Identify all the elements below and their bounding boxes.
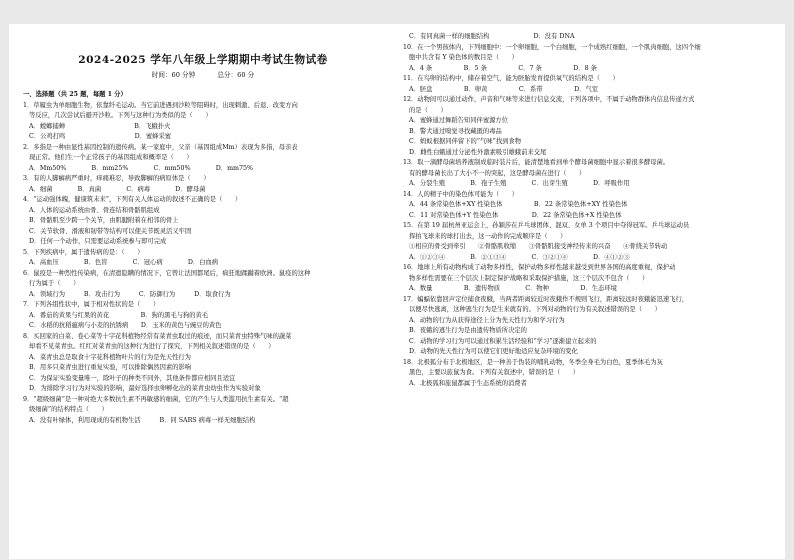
answer-options-line: B．警犬通过嗅觉寻找藏匿的毒品 (409, 127, 502, 135)
question-line: 9．“超级细菌”是一种对绝大多数抗生素不再敏感的细菌，它的产生与人类滥用抗生素有关。“超 (23, 395, 289, 403)
answer-options-line: A．分裂生殖 B．孢子生殖 C．出芽生殖 D．呼吸作用 (409, 180, 630, 187)
right-question-list (403, 32, 773, 389)
answer-options-line: C．蚂蚁根据同伴留下的“气味”找到食物 (409, 138, 522, 145)
answer-options-line: C．水稻的抗稻瘟病与小麦的抗锈病 D．玉米的黄色与豌豆的黄色 (29, 322, 222, 329)
right-column (403, 24, 773, 559)
left-column (23, 24, 383, 559)
exam-time: 时间：60 分钟 (151, 71, 196, 79)
answer-options-line: A．螳螂捕蝉 B．飞蛾扑火 (29, 122, 171, 130)
question-line: 6．鼠疫是一种烈性传染病，在清遗隐瞒的情况下，它曾让法国都尾后，疯狂地蹂躏着欧洲。鼠疫的这种 (23, 269, 311, 277)
question-line: 13．取一滴酵母菌培养液制成临时装片后，能清楚地看到单个酵母菌细胞中显示着很多酵母菌。 (403, 159, 670, 166)
answer-options-line: A．①②③④ B．②①③④ C．③②①④ D．④①②③ (409, 253, 630, 261)
question-line: 18．北极狐分布于北极地区，是一种善于伪装的哺乳动物，冬季全身毛为白色，夏季体毛为灰 (403, 358, 663, 366)
answer-options-line: A．数量 B．遗传物质 C．物种 D．生态环境 (409, 285, 617, 292)
question-line: 等反应，几次尝试后避开沙粒。下列与这种行为类似的是（ ） (29, 112, 212, 119)
answer-options-line: A．领域行为 B．攻击行为 C．防御行为 D．取食行为 (29, 290, 231, 298)
answer-options-line: A．细菌 B．真菌 C．病毒 D．酵母菌 (29, 185, 206, 193)
question-line: 2．多指是一种由显性基因控制的遗传病。某一家庭中，父亲（基因组成Mm）表现为多指，母亲表 (23, 143, 298, 151)
question-line: 4．“运动强体魄，健康筑未来”，下列有关人体运动的叙述不正确的是（ ） (23, 196, 242, 203)
question-line: 胞中共含有 Y 染色体的数目是（ ） (409, 54, 518, 61)
question-line: 以便尽快逃离，这种逃生行为是生来就有的。下列对动物的行为有关叙述错误的是（ ） (409, 306, 661, 313)
question-line: 3．有的人脚癣病严重时，痒痛难忍，导致脚癣的病原体是（ ） (23, 175, 210, 182)
answer-options-line: A．人体的运动系统由骨、骨连结和骨骼肌组成 (29, 206, 160, 214)
answer-options-line: B．骨骼肌至少跨一个关节，由肌腱附着在相邻的骨上 (29, 217, 179, 224)
answer-options-line: C．动物的学习行为可以通过积累生活经验和“学习”逐渐建立起来的 (409, 337, 597, 345)
question-line: 行为属于（ ） (29, 280, 80, 287)
answer-options-line: D．雌性白蛾通过分泌性外激素吸引雄蛾前来交尾 (409, 148, 547, 156)
question-line: 17．蝙蝠依靠回声定位捕食夜蛾，当两者距离较近时夜蛾作不规则飞行，距离较远时夜蛾能迅速飞行， (403, 295, 689, 303)
question-line: 15．在第 19 届杭州亚运会上，孙颖莎在乒乓球团体、混双、女单 3 个项目中夺得冠军。乒乓球运动员 (403, 222, 690, 229)
answer-options-line: C．11 对常染色体+Y 性染色体 D．22 条常染色体+X 性染色体 (409, 211, 622, 219)
question-line: 10．在一个男孩体内，下列细胞中：一个卵细胞，一个白细胞，一个成熟红细胞，一个肌肉细胞，这四个细 (403, 43, 701, 51)
question-line: 7．下列各组性状中，属于相对性状的是（ ） (23, 301, 160, 308)
question-line: 级细菌”的结构特点（ ） (29, 406, 108, 413)
exam-meta (23, 69, 383, 79)
answer-options-line: C．关节软骨、滑液和韧带等结构可以使关节既灵活又牢固 (29, 227, 192, 235)
answer-options-line: A．4 条 B．5 条 C．7 条 D．8 条 (409, 64, 597, 72)
question-line: 的是（ ） (409, 106, 447, 114)
left-question-list (23, 90, 383, 426)
answer-options-line: A．番茄的黄果与红果的黄花 B．狗的黑毛与狗的黄毛 (29, 311, 209, 319)
answer-options-line: C．为保证实验变量唯一，除叶子的种类不同外，其他条件都应相同且适宜 (29, 374, 236, 382)
answer-options-line: C．有同真菌一样的细胞结构 D．没有 DNA (409, 33, 575, 40)
question-line: 物多样性需要在三个层次上制定保护战略和采取保护措施，这三个层次不包含（ ） (409, 274, 649, 282)
answer-options-line: A．高血压 B．色盲 C．冠心病 D．白血病 (29, 259, 219, 266)
answer-options-line: ①相应的骨受到牵引 ②骨骼肌收缩 ③骨骼肌接受神经传来的兴奋 ④骨绕关节转动 (409, 243, 668, 250)
answer-options-line: D．为排除学习行为对实验的影响，最好选择虫卵孵化出的菜青虫幼虫作为实验对象 (29, 385, 261, 392)
answer-options-line: A．菜青虫总是取食十字花科植物叶片的行为是先天性行为 (29, 353, 191, 361)
question-line: 1．草履虫为单细胞生物，依靠纤毛运动。当它前进遇到沙粒等阻碍时，出现刺激、后退、改变方向 (23, 101, 298, 109)
answer-options-line: D．动物的先天性行为可以使它们更好地适应复杂环境的变化 (409, 348, 578, 355)
exam-title: 2024-2025 学年八年级上学期期中考试生物试卷 (78, 54, 328, 66)
question-line: 5．下列疾病中，属于遗传病的是：（ ） (23, 248, 144, 256)
question-line: 却看不见菜青虫。红红对菜青虫的这种行为进行了探究，下列相关叙述错误的是（ ） (29, 343, 275, 350)
section-heading: 一、选择题（共 25 题，每题 1 分） (23, 91, 127, 98)
question-line: 8．买回家的白菜、卷心菜等十字花科植物经常有菜青虫取过的痕迹，而只菜青虫特殊气味的蔬菜 (23, 332, 292, 340)
answer-options-line: A．北极狐和旅鼠都属于生态系统的消费者 (409, 379, 527, 387)
exam-score: 总分：60 分 (217, 71, 255, 79)
question-line: 现正常。他们生一个正常孩子的基因组成和概率是（ ） (29, 154, 193, 161)
answer-options-line: A．胚盘 B．卵黄 C．系带 D．气室 (409, 85, 599, 93)
question-line: 挥拍飞球来的球打出去，这一动作的完成顺序是（ ） (409, 232, 567, 240)
question-line: 14．人的精子中的染色体可能为（ ） (403, 190, 519, 198)
answer-options-line: A．动物的行为从获得途径上分为先天性行为和学习行为 (409, 316, 565, 324)
answer-options-line: B．用多只菜青虫进行重复实验，可以排除偶然因素的影响 (29, 364, 192, 371)
question-line: 12．动物间可以通过动作，声音和气味等来进行信息交流，下列各项中，不属于动物群体内信息传递方式 (403, 96, 695, 103)
question-line: 11．在鸟卵的结构中，储存着空气，能为胚胎发育提供氧气的结构是（ ） (403, 75, 619, 82)
answer-options-line: A．Mm50% B．mm25% C．mm50% D．mm75% (29, 164, 254, 172)
answer-options-line: C．公鸡打鸣 D．蜜蜂采蜜 (29, 133, 172, 140)
question-line: 有的酵母菌长出了大小不一的突起，这是酵母菌在进行（ ） (409, 169, 586, 177)
answer-options-line: A．44 条常染色体+XY 性染色体 B．22 条常染色体+XY 性染色体 (409, 201, 628, 208)
exam-page (9, 24, 785, 559)
answer-options-line: B．夜蛾的逃生行为是由遗传物质所决定的 (409, 327, 527, 334)
question-line: 16．地球上所有动物构成了动物多样性，保护动物多样性越来越受到世界各国的高度重视，保护动 (403, 264, 676, 271)
answer-options-line: D．任何一个动作，只需要运动系统参与即可完成 (29, 238, 167, 245)
answer-options-line: A．没有叶绿体，利用现成的有机物生活 B．同 SARS 病毒一样无细胞结构 (29, 416, 256, 424)
answer-options-line: A．蜜蜂通过舞蹈告知同伴蜜源方位 (409, 117, 509, 124)
question-line: 黑色，主要以旅鼠为食。下列有关叙述中，错误的是（ ） (409, 369, 580, 376)
